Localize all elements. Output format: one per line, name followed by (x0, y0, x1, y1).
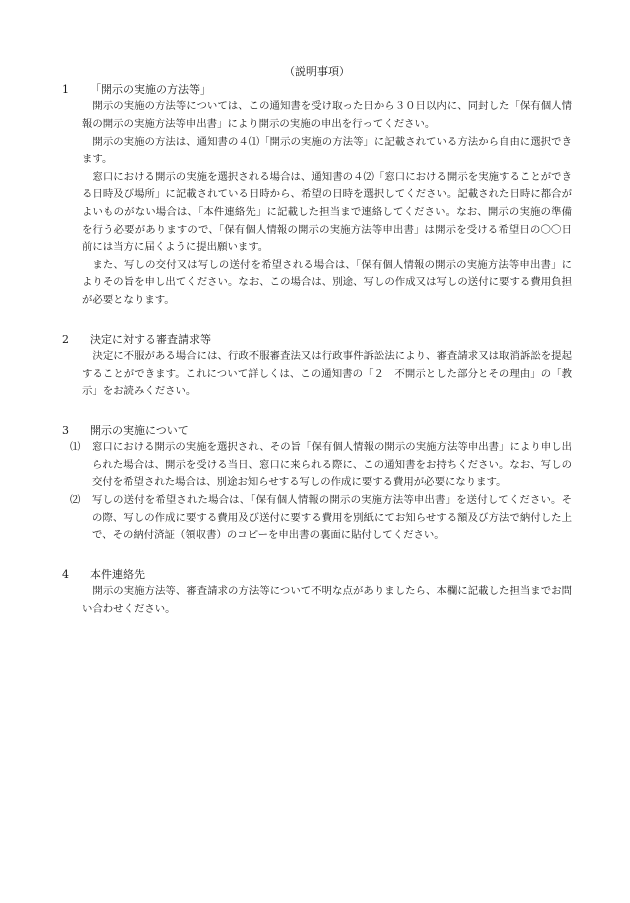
section-number: 1 (62, 83, 69, 96)
list-item (62, 439, 572, 492)
paragraph: 窓口における開示の実施を選択される場合は、通知書の４⑵「窓口における開示を実施することができる日時及び場所」に記載されている日時から、希望の日時を選択してください。記載された日時に都合がよいものがない場合は、「本件連絡先」に記載した担当まで連絡してください。なお、開示の実施の準備を行う必要がありますので、「保有個人情報の開示の実施方法等申出書」は開示を受ける希望日の〇〇日前には当方に届くように提出願います。 (82, 170, 572, 254)
section-3 (62, 422, 572, 545)
paragraph: 開示の実施方法等、審査請求の方法等について不明な点がありましたら、本欄に記載した担当までお問い合わせください。 (82, 585, 572, 615)
paragraph: 開示の実施の方法等については、この通知書を受け取った日から３０日以内に、同封した「保有個人情報の開示の実施方法等申出書」により開示の実施の申出を行ってください。 (82, 100, 572, 130)
section-heading (62, 422, 572, 439)
item-text: 写しの送付を希望された場合は、「保有個人情報の開示の実施方法等申出書」を送付してください。その際、写しの作成に要する費用及び送付に要する費用を別紙にてお知らせする額及び方法で納付した上で、その納付済証（領収書）のコピーを申出書の裏面に貼付してください。 (92, 493, 572, 542)
item-number: ⑵ (70, 493, 81, 506)
section-title: 決定に対する審査請求等 (90, 332, 211, 346)
document-page (62, 64, 572, 618)
section-title: 本件連絡先 (90, 567, 145, 581)
section-2 (62, 331, 572, 401)
paragraph: 決定に不服がある場合には、行政不服審査法又は行政事件訴訟法により、審査請求又は取消訴訟を提起することができます。これについて詳しくは、この通知書の「２ 不開示とした部分とその理由」の「教示」をお読みください。 (82, 349, 572, 398)
section-number: 4 (62, 567, 69, 581)
item-number: ⑴ (70, 441, 81, 454)
section-number: 3 (62, 423, 69, 437)
document-title: （説明事項） (284, 65, 350, 78)
item-text: 窓口における開示の実施を選択され、その旨「保有個人情報の開示の実施方法等申出書」により申し出られた場合は、開示を受ける当日、窓口に来られる際に、この通知書をお持ちください。なお、写しの交付を希望された場合は、別途お知らせする写しの作成に要する費用が必要になります。 (92, 441, 572, 489)
section-heading (62, 331, 572, 348)
paragraph: また、写しの交付又は写しの送付を希望される場合は、「保有個人情報の開示の実施方法等申出書」によりその旨を申し出てください。なお、この場合は、別途、写しの作成又は写しの送付に要する費用負担が必要となります。 (82, 258, 572, 306)
section-1 (62, 81, 572, 310)
section-4 (62, 566, 572, 619)
section-title: 「開示の実施の方法等」 (90, 83, 211, 96)
section-number: 2 (62, 332, 69, 346)
paragraph: 開示の実施の方法は、通知書の４⑴「開示の実施の方法等」に記載されている方法から自由に選択できます。 (82, 135, 572, 166)
section-heading (62, 81, 572, 98)
list-item (62, 492, 572, 545)
section-title: 開示の実施について (90, 423, 189, 437)
section-heading (62, 566, 572, 583)
